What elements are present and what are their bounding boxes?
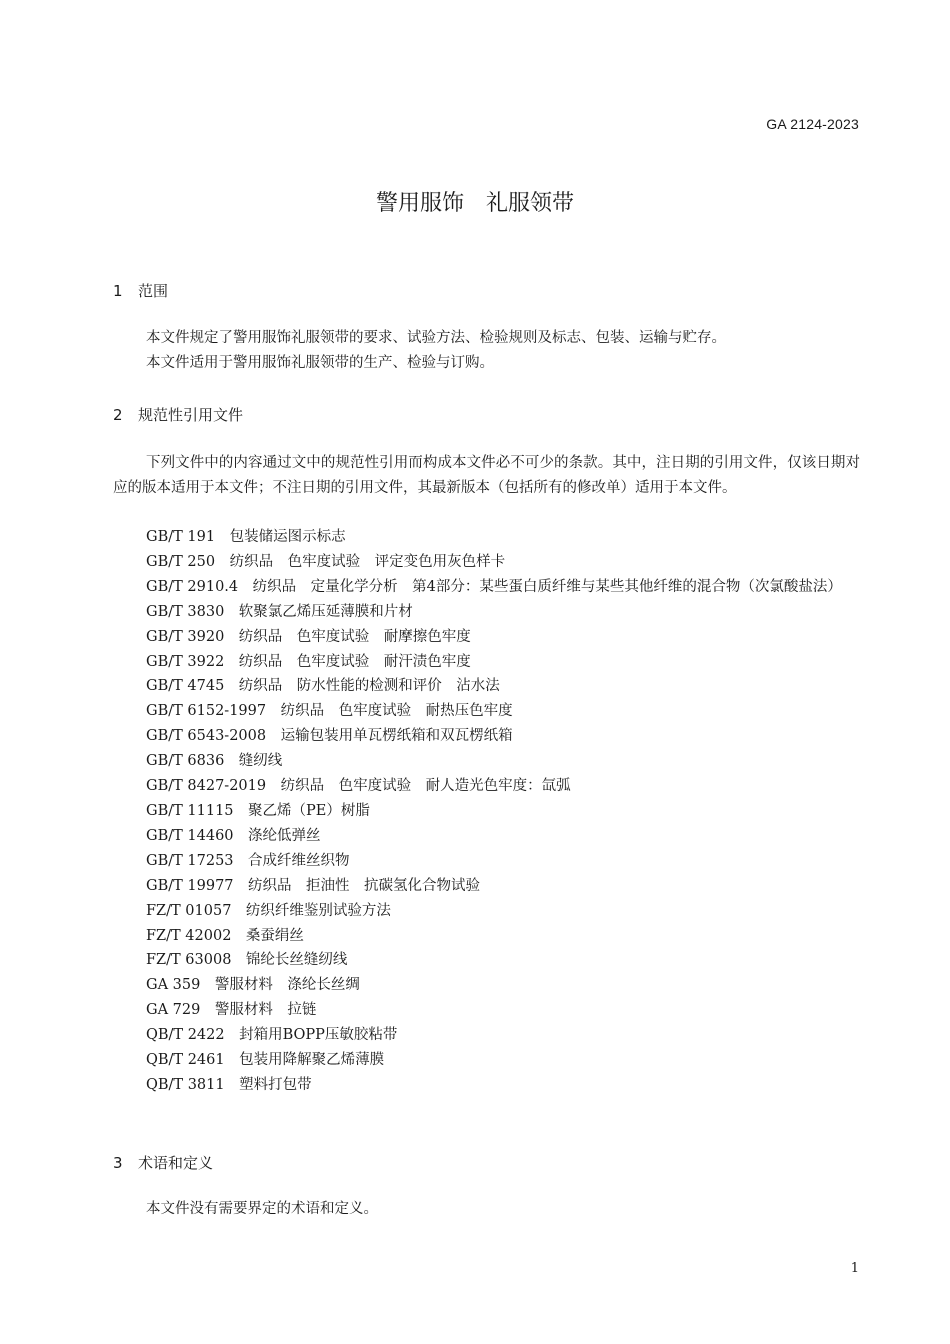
reference-item: GB/T 11115 聚乙烯（PE）树脂: [146, 802, 370, 819]
section-number: 1: [113, 282, 123, 300]
reference-item: QB/T 3811 塑料打包带: [146, 1076, 312, 1093]
section-number: 3: [113, 1154, 123, 1172]
reference-item: GB/T 191 包装储运图示标志: [146, 529, 346, 545]
terms-paragraph: 本文件没有需要界定的术语和定义。: [146, 1201, 378, 1217]
reference-item: GB/T 17253 合成纤维丝织物: [146, 852, 350, 869]
reference-list: [113, 525, 860, 1098]
section-title: 术语和定义: [138, 1154, 214, 1172]
reference-item: GB/T 4745 纺织品 防水性能的检测和评价 沾水法: [146, 678, 500, 695]
reference-item: GB/T 14460 涤纶低弹丝: [146, 827, 321, 844]
reference-item: GB/T 6836 缝纫线: [146, 753, 283, 770]
reference-item: QB/T 2461 包装用降解聚乙烯薄膜: [146, 1052, 385, 1069]
reference-item: FZ/T 63008 锦纶长丝缝纫线: [146, 952, 348, 969]
document-code: GA 2124-2023: [766, 116, 859, 132]
section-3-heading: [113, 1152, 213, 1173]
reference-item: GB/T 3922 纺织品 色牢度试验 耐汗渍色牢度: [146, 653, 471, 670]
scope-paragraph: 本文件规定了警用服饰礼服领带的要求、试验方法、检验规则及标志、包装、运输与贮存。: [146, 330, 726, 346]
reference-item: GB/T 3920 纺织品 色牢度试验 耐摩擦色牢度: [146, 628, 471, 645]
scope-paragraph: 本文件适用于警用服饰礼服领带的生产、检验与订购。: [146, 355, 494, 371]
page-number: 1: [850, 1261, 859, 1276]
reference-item: GB/T 19977 纺织品 拒油性 抗碳氢化合物试验: [146, 877, 481, 894]
reference-item: FZ/T 42002 桑蚕绢丝: [146, 927, 304, 944]
reference-item: GA 729 警服材料 拉链: [146, 1002, 317, 1019]
references-intro: 下列文件中的内容通过文中的规范性引用而构成本文件必不可少的条款。其中，注日期的引用文件，仅该日期对应的版本适用于本文件；不注日期的引用文件，其最新版本（包括所有的修改单）适用于本文件。: [113, 455, 860, 496]
reference-item: QB/T 2422 封箱用BOPP压敏胶粘带: [146, 1027, 398, 1044]
reference-item: GB/T 3830 软聚氯乙烯压延薄膜和片材: [146, 603, 413, 620]
section-number: 2: [113, 406, 123, 424]
section-title: 规范性引用文件: [138, 406, 244, 424]
section-1-heading: [113, 280, 168, 301]
reference-item: FZ/T 01057 纺织纤维鉴别试验方法: [146, 902, 391, 919]
reference-item: GB/T 250 纺织品 色牢度试验 评定变色用灰色样卡: [146, 553, 506, 570]
reference-item: GB/T 6543-2008 运输包装用单瓦楞纸箱和双瓦楞纸箱: [146, 728, 513, 745]
section-2-heading: [113, 404, 243, 425]
section-title: 范围: [138, 282, 169, 300]
reference-item: GA 359 警服材料 涤纶长丝绸: [146, 977, 360, 994]
reference-item: GB/T 8427-2019 纺织品 色牢度试验 耐人造光色牢度：氙弧: [146, 778, 571, 795]
page-title: 警用服饰 礼服领带: [375, 191, 574, 216]
reference-item: GB/T 2910.4 纺织品 定量化学分析 第4部分：某些蛋白质纤维与某些其他纤维的混合物（次氯酸盐法）: [146, 578, 842, 595]
reference-item: GB/T 6152-1997 纺织品 色牢度试验 耐热压色牢度: [146, 703, 513, 720]
